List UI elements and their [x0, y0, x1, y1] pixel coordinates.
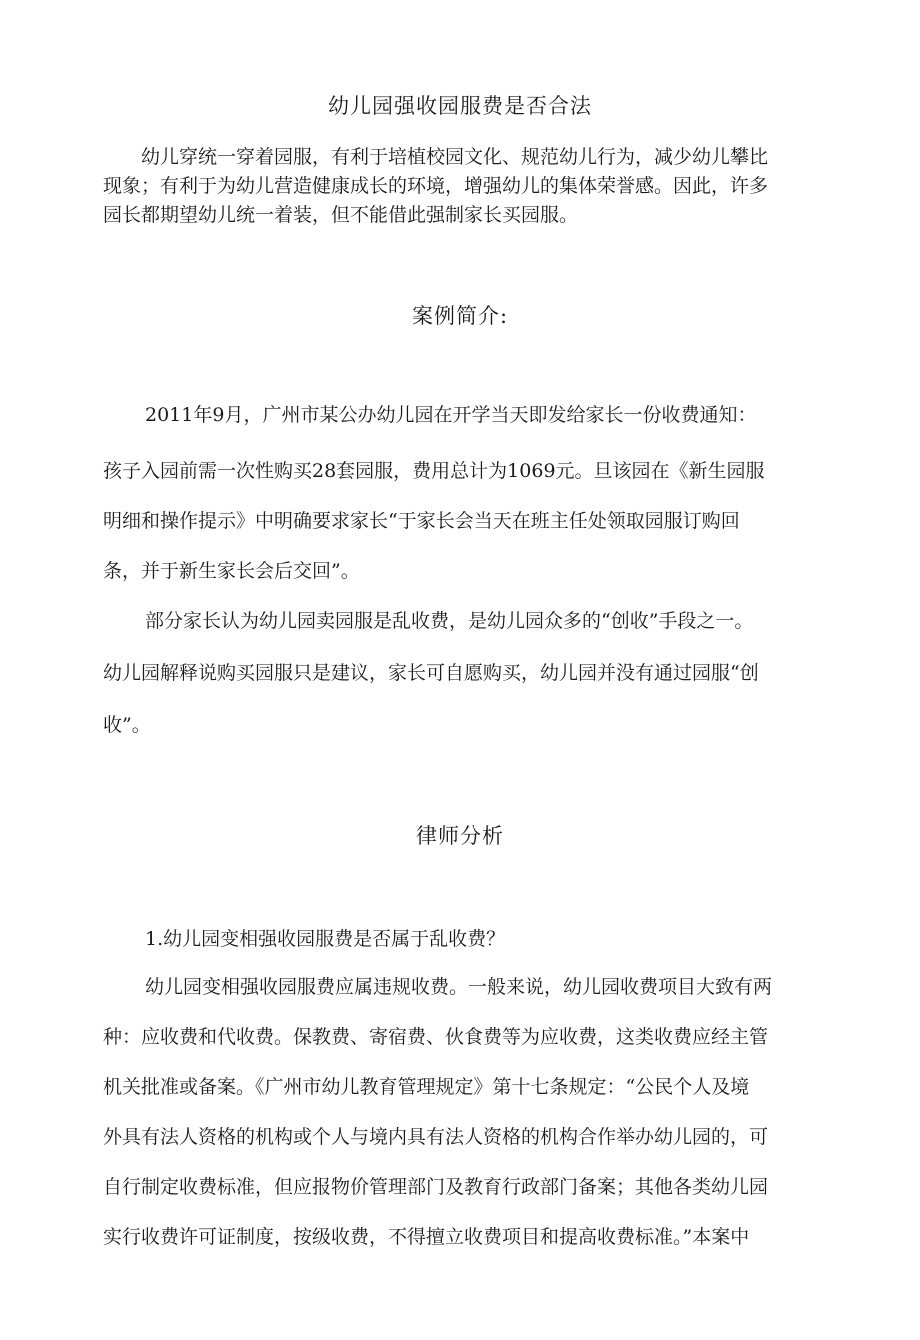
- section-heading-lawyer-analysis: 律师分析: [416, 824, 504, 848]
- case-line: 条，并于新生家长会后交回”。: [103, 560, 360, 582]
- analysis-question: 1.幼儿园变相强收园服费是否属于乱收费？: [145, 928, 506, 950]
- intro-paragraph: [103, 143, 803, 230]
- intro-line: 幼儿穿统一穿着园服，有利于培植校园文化、规范幼儿行为，减少幼儿攀比: [141, 146, 769, 168]
- document-title: 幼儿园强收园服费是否合法: [328, 94, 592, 118]
- intro-line: 现象；有利于为幼儿营造健康成长的环境，增强幼儿的集体荣誉感。因此，许多: [103, 175, 769, 197]
- analysis-line: 种：应收费和代收费。保教费、寄宿费、伙食费等为应收费，这类收费应经主管: [103, 1026, 769, 1048]
- case-line: 2011年9月，广州市某公办幼儿园在开学当天即发给家长一份收费通知：: [145, 404, 757, 426]
- case-line: 明细和操作提示》中明确要求家长“于家长会当天在班主任处领取园服订购回: [103, 510, 740, 532]
- analysis-line: 外具有法人资格的机构或个人与境内具有法人资格的机构合作举办幼儿园的，可: [103, 1126, 769, 1148]
- intro-line: 园长都期望幼儿统一着装，但不能借此强制家长买园服。: [103, 204, 579, 226]
- case-line: 部分家长认为幼儿园卖园服是乱收费，是幼儿园众多的“创收”手段之一。: [145, 610, 754, 632]
- case-line: 幼儿园解释说购买园服只是建议，家长可自愿购买，幼儿园并没有通过园服“创: [103, 662, 759, 684]
- case-line: 收”。: [103, 714, 151, 736]
- analysis-line: 自行制定收费标准，但应报物价管理部门及教育行政部门备案；其他各类幼儿园: [103, 1176, 769, 1198]
- analysis-line: 机关批准或备案。《广州市幼儿教育管理规定》第十七条规定：“公民个人及境: [103, 1076, 750, 1098]
- analysis-line: 幼儿园变相强收园服费应属违规收费。一般来说，幼儿园收费项目大致有两: [145, 976, 773, 998]
- case-line: 孩子入园前需一次性购买28套园服，费用总计为1069元。旦该园在《新生园服: [103, 460, 765, 482]
- section-heading-case: 案例简介:: [411, 304, 509, 328]
- analysis-line: 实行收费许可证制度，按级收费，不得擅立收费项目和提高收费标准。”本案中: [103, 1226, 750, 1248]
